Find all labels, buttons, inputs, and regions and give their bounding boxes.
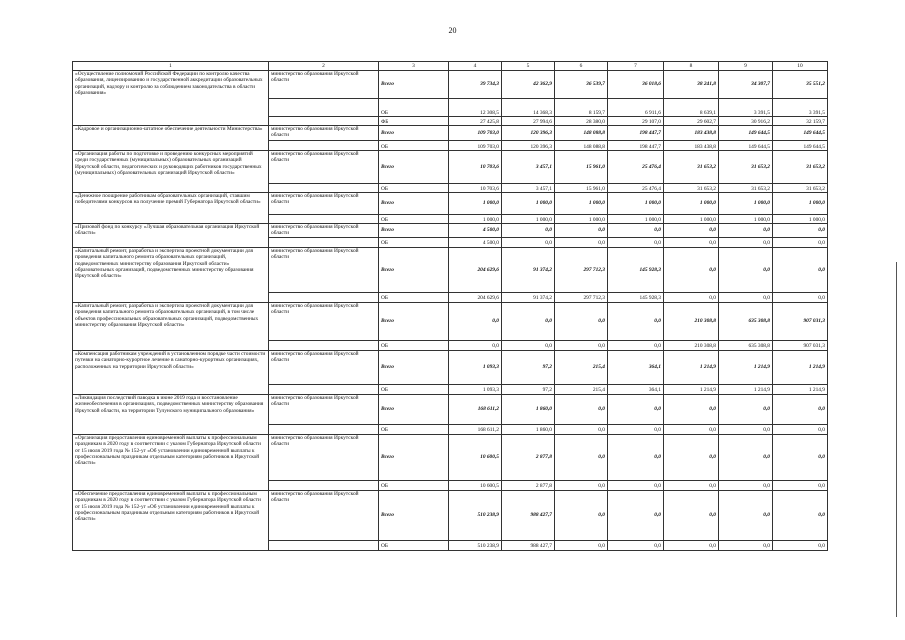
responsible-org: министерство образования Иркутской области: [269, 490, 379, 540]
amount-cell: 31 653,2: [664, 151, 719, 184]
amount-cell: 0,0: [664, 434, 719, 480]
measure-name: «Денежное поощрение работникам образовательных организаций, ставшим победителями конкурсов на получение премий Губернатора Иркутской области»: [73, 193, 269, 224]
amount-cell: 988 427,7: [502, 490, 555, 540]
amount-cell: 0,0: [608, 480, 664, 490]
amount-cell: 1 093,3: [449, 384, 502, 394]
amount-cell: 0,0: [608, 394, 664, 424]
amount-cell: 4 500,0: [449, 237, 502, 247]
amount-cell: 0,0: [773, 224, 828, 238]
amount-cell: 0,0: [773, 424, 828, 434]
amount-cell: 36 018,6: [608, 71, 664, 99]
table-row: [73, 71, 828, 99]
responsible-org: министерство образования Иркутской области: [269, 302, 379, 340]
amount-cell: 0,0: [719, 237, 773, 247]
responsible-org-cont: [269, 117, 379, 126]
amount-cell: 148 088,8: [555, 141, 608, 151]
amount-cell: 0,0: [555, 540, 608, 550]
responsible-org: министерство образования Иркутской области: [269, 71, 379, 99]
budget-table: [72, 61, 828, 551]
funding-source: Всего: [379, 193, 449, 215]
amount-cell: 198 447,7: [608, 141, 664, 151]
amount-cell: 25 476,4: [608, 184, 664, 193]
amount-cell: 215,4: [555, 350, 608, 384]
amount-cell: 0,0: [719, 224, 773, 238]
amount-cell: 215,4: [555, 384, 608, 394]
funding-source: ОБ: [379, 237, 449, 247]
amount-cell: 0,0: [555, 490, 608, 540]
amount-cell: 0,0: [664, 394, 719, 424]
amount-cell: 1 860,0: [502, 394, 555, 424]
amount-cell: 0,0: [555, 434, 608, 480]
amount-cell: 12 308,5: [449, 99, 502, 117]
amount-cell: 1 214,9: [773, 384, 828, 394]
header-cell: 2: [269, 62, 379, 71]
table-row: [73, 224, 828, 238]
funding-source: ФБ: [379, 117, 449, 126]
header-cell: 9: [719, 62, 773, 71]
amount-cell: 0,0: [502, 340, 555, 350]
amount-cell: 31 653,2: [773, 151, 828, 184]
funding-source: Всего: [379, 126, 449, 141]
header-cell: 1: [73, 62, 269, 71]
amount-cell: 1 000,0: [719, 193, 773, 215]
funding-source: ОБ: [379, 141, 449, 151]
measure-name: «Капитальный ремонт, разработка и экспертиза проектной документации для проведения капитального ремонта образовательных организаций, подведомственных министерству образования Иркутской области» образовательных организаций, подведомственных министерству образования Иркутской области»: [73, 247, 269, 302]
amount-cell: 3 391,5: [773, 99, 828, 117]
amount-cell: 210 308,8: [664, 340, 719, 350]
header-cell: 5: [502, 62, 555, 71]
funding-source: ОБ: [379, 292, 449, 302]
amount-cell: 3 391,5: [719, 99, 773, 117]
responsible-org-cont: [269, 480, 379, 490]
amount-cell: 8 639,1: [664, 99, 719, 117]
responsible-org-cont: [269, 340, 379, 350]
amount-cell: 109 703,0: [449, 141, 502, 151]
amount-cell: 635 308,8: [719, 340, 773, 350]
amount-cell: 0,0: [664, 247, 719, 292]
amount-cell: 0,0: [608, 434, 664, 480]
table-row: [73, 247, 828, 292]
measure-name: «Компенсация работникам учреждений в установленном порядке части стоимости путевки на санаторно-курортное лечение в санаторно-курортных организациях, расположенных на территории Иркутской области»: [73, 350, 269, 394]
amount-cell: 0,0: [773, 480, 828, 490]
funding-source: ОБ: [379, 384, 449, 394]
amount-cell: 0,0: [555, 224, 608, 238]
table-row: [73, 490, 828, 540]
amount-cell: 3 457,1: [502, 151, 555, 184]
amount-cell: 0,0: [502, 302, 555, 340]
amount-cell: 0,0: [773, 394, 828, 424]
amount-cell: 0,0: [664, 540, 719, 550]
amount-cell: 6 911,6: [608, 99, 664, 117]
amount-cell: 42 362,9: [502, 71, 555, 99]
amount-cell: 0,0: [773, 490, 828, 540]
measure-name: «Осуществление полномочий Российской Федерации по контролю качества образования, лицензированию и государственной аккредитации образовательных организаций, надзору и контролю за соблюдением законодательства в области образования»: [73, 71, 269, 126]
responsible-org: министерство образования Иркутской области: [269, 394, 379, 424]
amount-cell: 1 214,9: [664, 350, 719, 384]
amount-cell: 1 000,0: [608, 215, 664, 224]
responsible-org: министерство образования Иркутской области: [269, 151, 379, 184]
amount-cell: 1 000,0: [719, 215, 773, 224]
amount-cell: 91 374,2: [502, 292, 555, 302]
measure-name: «Ликвидация последствий паводка в июне 2019 года и восстановление жизнеобеспечения в организациях, подведомственных министерству образования Иркутской области, на территории Тулунского муниципального образования»: [73, 394, 269, 434]
table-row: [73, 434, 828, 480]
amount-cell: 1 000,0: [449, 193, 502, 215]
amount-cell: 31 653,2: [719, 184, 773, 193]
amount-cell: 97,2: [502, 384, 555, 394]
amount-cell: 0,0: [608, 340, 664, 350]
amount-cell: 1 000,0: [773, 215, 828, 224]
funding-source: ОБ: [379, 340, 449, 350]
responsible-org: министерство образования Иркутской области: [269, 247, 379, 292]
funding-source: ОБ: [379, 480, 449, 490]
amount-cell: 0,0: [719, 424, 773, 434]
table-row: [73, 151, 828, 184]
responsible-org-cont: [269, 384, 379, 394]
amount-cell: 0,0: [555, 480, 608, 490]
measure-name: «Обеспечение предоставления единовременной выплаты к профессиональным праздникам в 2020 году в соответствии с указом Губернатора Иркутской области от 15 июля 2019 года № 152-уг «Об установлении единовременной выплаты к профессиональным праздникам отдельным категориям работников в Иркутской области»: [73, 490, 269, 550]
funding-source: Всего: [379, 350, 449, 384]
amount-cell: 1 000,0: [449, 215, 502, 224]
amount-cell: 0,0: [664, 480, 719, 490]
measure-name: «Организация предоставления единовременной выплаты к профессиональным праздникам в 2020 году в соответствии с указом Губернатора Иркутской области от 15 июля 2019 года № 152-уг «Об установлении единовременной выплаты к профессиональным праздникам отдельным категориям работников в Иркутской области»: [73, 434, 269, 490]
amount-cell: 31 653,2: [773, 184, 828, 193]
amount-cell: 0,0: [555, 340, 608, 350]
responsible-org: министерство образования Иркутской области: [269, 193, 379, 215]
amount-cell: 120 396,3: [502, 126, 555, 141]
amount-cell: 10 600,5: [449, 480, 502, 490]
header-cell: 7: [608, 62, 664, 71]
amount-cell: 1 000,0: [608, 193, 664, 215]
amount-cell: 0,0: [664, 490, 719, 540]
amount-cell: 149 644,5: [719, 126, 773, 141]
responsible-org-cont: [269, 237, 379, 247]
amount-cell: 0,0: [719, 292, 773, 302]
amount-cell: 120 396,3: [502, 141, 555, 151]
amount-cell: 3 457,1: [502, 184, 555, 193]
responsible-org: министерство образования Иркутской области: [269, 350, 379, 384]
header-cell: 3: [379, 62, 449, 71]
amount-cell: 39 734,3: [449, 71, 502, 99]
funding-source: Всего: [379, 434, 449, 480]
funding-source: Всего: [379, 224, 449, 238]
amount-cell: 297 712,3: [555, 247, 608, 292]
amount-cell: 0,0: [664, 224, 719, 238]
responsible-org-cont: [269, 141, 379, 151]
amount-cell: 1 000,0: [664, 193, 719, 215]
amount-cell: 1 214,9: [664, 384, 719, 394]
amount-cell: 0,0: [773, 292, 828, 302]
amount-cell: 28 380,0: [555, 117, 608, 126]
amount-cell: 0,0: [502, 237, 555, 247]
amount-cell: 31 653,2: [719, 151, 773, 184]
amount-cell: 204 629,6: [449, 247, 502, 292]
responsible-org: министерство образования Иркутской области: [269, 126, 379, 141]
amount-cell: 97,2: [502, 350, 555, 384]
amount-cell: 29 602,7: [664, 117, 719, 126]
funding-source: Всего: [379, 151, 449, 184]
amount-cell: 635 308,8: [719, 302, 773, 340]
amount-cell: 2 877,8: [502, 434, 555, 480]
amount-cell: 14 368,3: [502, 99, 555, 117]
amount-cell: 34 307,7: [719, 71, 773, 99]
amount-cell: 0,0: [719, 247, 773, 292]
header-row: [73, 62, 828, 71]
amount-cell: 149 644,5: [719, 141, 773, 151]
amount-cell: 907 031,3: [773, 302, 828, 340]
amount-cell: 29 107,0: [608, 117, 664, 126]
responsible-org-cont: [269, 292, 379, 302]
funding-source: Всего: [379, 302, 449, 340]
amount-cell: 297 712,3: [555, 292, 608, 302]
amount-cell: 10 600,5: [449, 434, 502, 480]
amount-cell: 210 308,8: [664, 302, 719, 340]
amount-cell: 364,1: [608, 384, 664, 394]
amount-cell: 149 644,5: [773, 141, 828, 151]
amount-cell: 168 611,2: [449, 394, 502, 424]
funding-source: ОБ: [379, 99, 449, 117]
amount-cell: 0,0: [608, 237, 664, 247]
amount-cell: 907 031,3: [773, 340, 828, 350]
amount-cell: 510 238,9: [449, 540, 502, 550]
amount-cell: 1 000,0: [555, 193, 608, 215]
amount-cell: 27 425,8: [449, 117, 502, 126]
amount-cell: 4 500,0: [449, 224, 502, 238]
measure-name: «Организация работы по подготовке и проведению конкурсных мероприятий среди государственных (муниципальных) образовательных организаций Иркутской области, педагогических и руководящих работников государственных (муниципальных) образовательных организаций Иркутской области»: [73, 151, 269, 193]
amount-cell: 0,0: [664, 424, 719, 434]
amount-cell: 25 476,4: [608, 151, 664, 184]
amount-cell: 35 551,2: [773, 71, 828, 99]
amount-cell: 91 374,2: [502, 247, 555, 292]
measure-name: «Призовой фонд по конкурсу «Лучшая образовательная организация Иркутской области»: [73, 224, 269, 248]
amount-cell: 10 703,6: [449, 184, 502, 193]
funding-source: ОБ: [379, 184, 449, 193]
funding-source: Всего: [379, 394, 449, 424]
responsible-org-cont: [269, 99, 379, 117]
amount-cell: 149 644,5: [773, 126, 828, 141]
amount-cell: 204 629,6: [449, 292, 502, 302]
amount-cell: 183 438,8: [664, 126, 719, 141]
amount-cell: 0,0: [773, 237, 828, 247]
amount-cell: 30 916,2: [719, 117, 773, 126]
amount-cell: 183 438,8: [664, 141, 719, 151]
table-row: [73, 394, 828, 424]
amount-cell: 1 000,0: [502, 193, 555, 215]
amount-cell: 0,0: [555, 302, 608, 340]
amount-cell: 0,0: [555, 424, 608, 434]
amount-cell: 145 928,3: [608, 247, 664, 292]
amount-cell: 36 539,7: [555, 71, 608, 99]
page-number: 20: [448, 26, 457, 35]
amount-cell: 1 214,9: [719, 384, 773, 394]
responsible-org-cont: [269, 540, 379, 550]
amount-cell: 148 088,8: [555, 126, 608, 141]
table-row: [73, 350, 828, 384]
responsible-org: министерство образования Иркутской области: [269, 434, 379, 480]
amount-cell: 109 703,0: [449, 126, 502, 141]
amount-cell: 0,0: [449, 340, 502, 350]
responsible-org: министерство образования Иркутской области: [269, 224, 379, 238]
amount-cell: 0,0: [555, 394, 608, 424]
amount-cell: 0,0: [664, 237, 719, 247]
table-body: [73, 71, 828, 551]
amount-cell: 0,0: [664, 292, 719, 302]
funding-source: Всего: [379, 247, 449, 292]
amount-cell: 0,0: [719, 490, 773, 540]
amount-cell: 0,0: [719, 480, 773, 490]
amount-cell: 0,0: [773, 434, 828, 480]
amount-cell: 1 214,9: [773, 350, 828, 384]
funding-source: Всего: [379, 490, 449, 540]
amount-cell: 1 214,9: [719, 350, 773, 384]
amount-cell: 15 961,0: [555, 151, 608, 184]
amount-cell: 1 860,0: [502, 424, 555, 434]
amount-cell: 198 447,7: [608, 126, 664, 141]
header-cell: 8: [664, 62, 719, 71]
table-row: [73, 302, 828, 340]
amount-cell: 0,0: [608, 224, 664, 238]
amount-cell: 38 241,8: [664, 71, 719, 99]
amount-cell: 0,0: [502, 224, 555, 238]
responsible-org-cont: [269, 424, 379, 434]
amount-cell: 15 961,0: [555, 184, 608, 193]
amount-cell: 0,0: [719, 434, 773, 480]
responsible-org-cont: [269, 184, 379, 193]
measure-name: «Кадровое и организационно-штатное обеспечение деятельности Министерства»: [73, 126, 269, 151]
amount-cell: 1 000,0: [502, 215, 555, 224]
amount-cell: 145 928,3: [608, 292, 664, 302]
amount-cell: 1 000,0: [664, 215, 719, 224]
amount-cell: 1 093,3: [449, 350, 502, 384]
amount-cell: 8 159,7: [555, 99, 608, 117]
amount-cell: 1 000,0: [773, 193, 828, 215]
amount-cell: 0,0: [449, 302, 502, 340]
measure-name: «Капитальный ремонт, разработка и экспертиза проектной документации для проведения капитального ремонта образовательных организаций, в том числе объектов профессиональных образовательных организаций, подведомственных министерству образования Иркутской области»: [73, 302, 269, 350]
amount-cell: 1 000,0: [555, 215, 608, 224]
amount-cell: 0,0: [608, 302, 664, 340]
funding-source: ОБ: [379, 540, 449, 550]
amount-cell: 27 994,6: [502, 117, 555, 126]
amount-cell: 32 159,7: [773, 117, 828, 126]
amount-cell: 988 427,7: [502, 540, 555, 550]
amount-cell: 0,0: [773, 540, 828, 550]
scan-edge-line: [896, 262, 897, 617]
header-cell: 10: [773, 62, 828, 71]
amount-cell: 510 238,9: [449, 490, 502, 540]
amount-cell: 31 653,2: [664, 184, 719, 193]
responsible-org-cont: [269, 215, 379, 224]
amount-cell: 0,0: [719, 394, 773, 424]
amount-cell: 0,0: [608, 540, 664, 550]
amount-cell: 0,0: [555, 237, 608, 247]
header-cell: 4: [449, 62, 502, 71]
amount-cell: 168 611,2: [449, 424, 502, 434]
funding-source: ОБ: [379, 424, 449, 434]
amount-cell: 364,1: [608, 350, 664, 384]
amount-cell: 0,0: [719, 540, 773, 550]
amount-cell: 0,0: [608, 490, 664, 540]
amount-cell: 0,0: [608, 424, 664, 434]
table-row: [73, 126, 828, 141]
funding-source: Всего: [379, 71, 449, 99]
table-row: [73, 193, 828, 215]
amount-cell: 0,0: [773, 247, 828, 292]
amount-cell: 2 877,8: [502, 480, 555, 490]
header-cell: 6: [555, 62, 608, 71]
funding-source: ОБ: [379, 215, 449, 224]
amount-cell: 10 703,6: [449, 151, 502, 184]
